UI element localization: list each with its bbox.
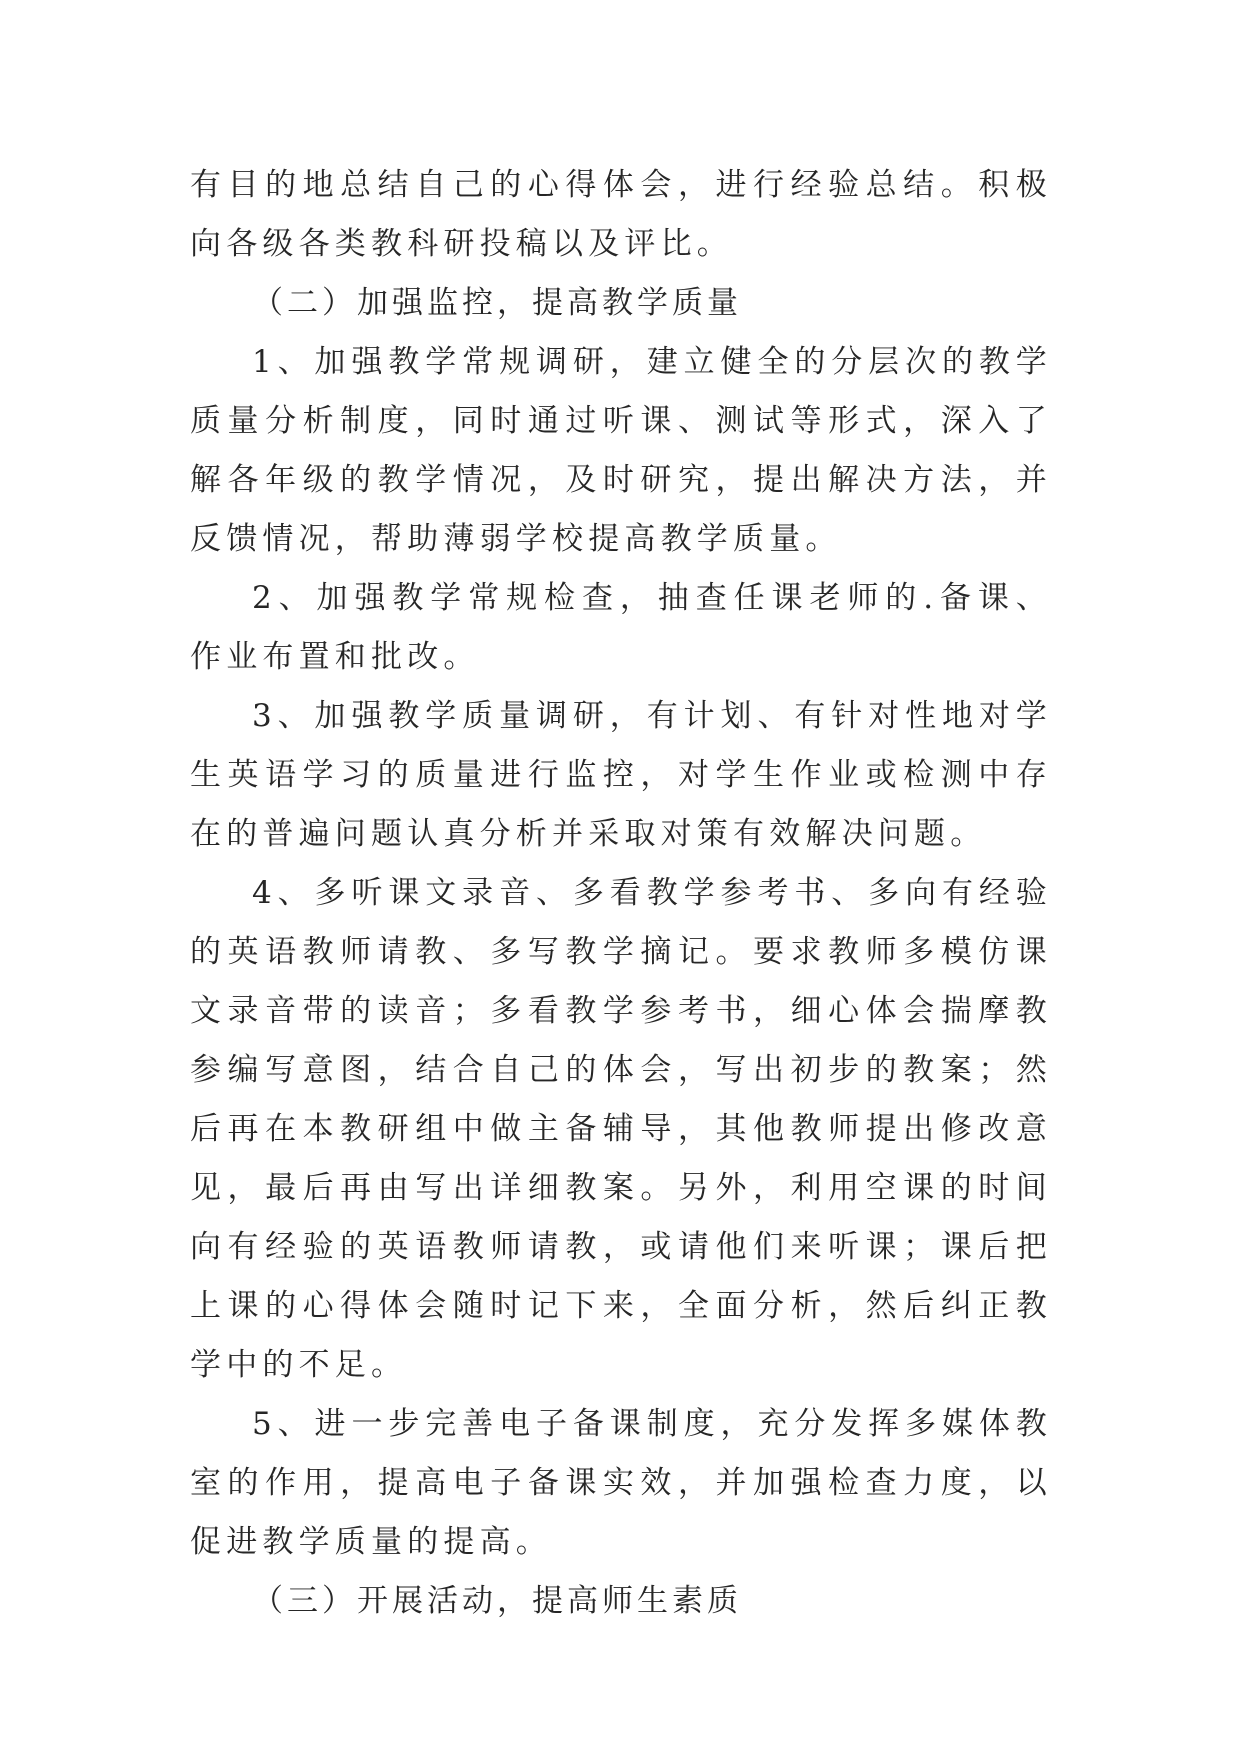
- document-body: [190, 156, 1052, 1631]
- list-item-5: 5、进一步完善电子备课制度，充分发挥多媒体教室的作用，提高电子备课实效，并加强检查力度，以促进教学质量的提高。: [190, 1406, 1052, 1560]
- list-item-2: 2、加强教学常规检查，抽查任课老师的.备课、作业布置和批改。: [190, 580, 1052, 675]
- list-item-3: 3、加强教学质量调研，有计划、有针对性地对学生英语学习的质量进行监控，对学生作业或检测中存在的普遍问题认真分析并采取对策有效解决问题。: [190, 698, 1052, 852]
- list-item-1: 1、加强教学常规调研，建立健全的分层次的教学质量分析制度，同时通过听课、测试等形式，深入了解各年级的教学情况，及时研究，提出解决方法，并反馈情况，帮助薄弱学校提高教学质量。: [190, 344, 1052, 557]
- section-heading-3: （三）开展活动，提高师生素质: [252, 1583, 742, 1619]
- section-heading-2: （二）加强监控，提高教学质量: [252, 285, 742, 321]
- paragraph-continuation: 有目的地总结自己的心得体会，进行经验总结。积极向各级各类教科研投稿以及评比。: [190, 167, 1052, 262]
- list-item-4: 4、多听课文录音、多看教学参考书、多向有经验的英语教师请教、多写教学摘记。要求教师多模仿课文录音带的读音；多看教学参考书，细心体会揣摩教参编写意图，结合自己的体会，写出初步的教案；然后再在本教研组中做主备辅导，其他教师提出修改意见，最后再由写出详细教案。另外，利用空课的时间向有经验的英语教师请教，或请他们来听课；课后把上课的心得体会随时记下来，全面分析，然后纠正教学中的不足。: [190, 875, 1052, 1383]
